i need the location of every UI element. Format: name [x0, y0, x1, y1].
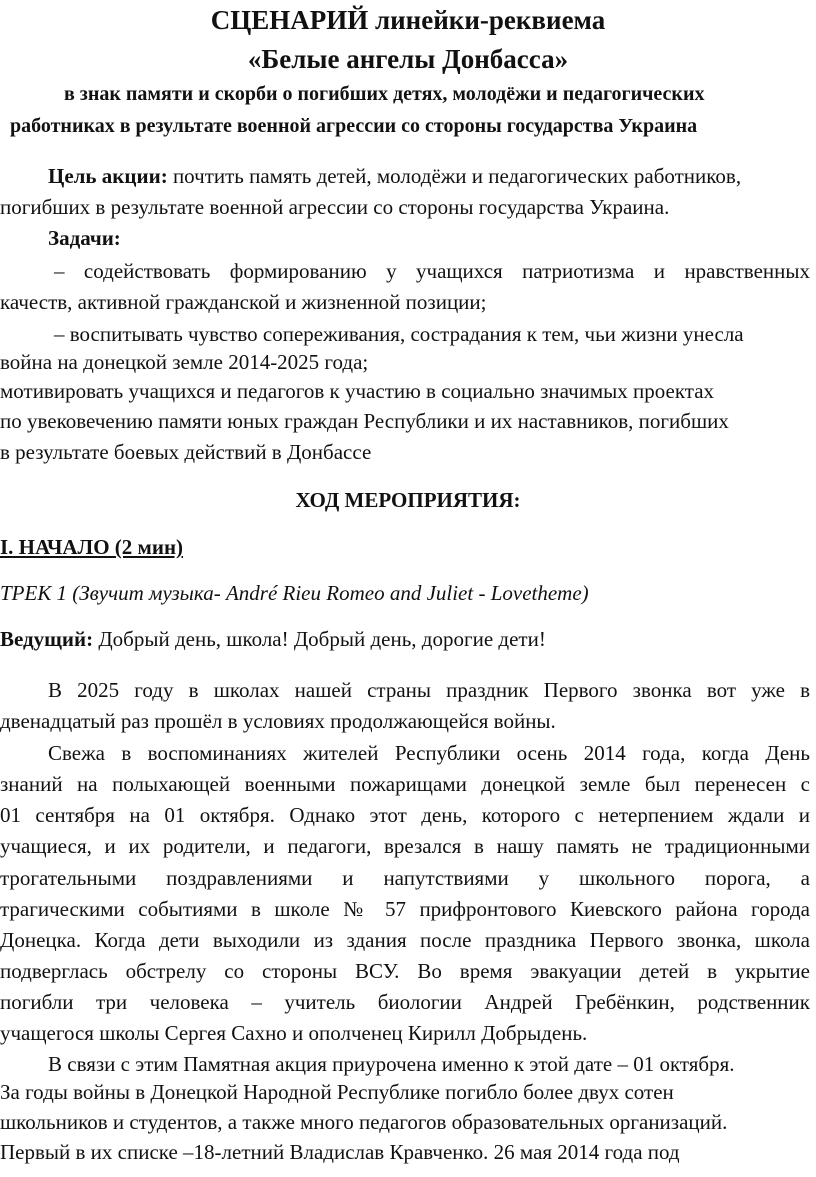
paragraph-2-line-8: подверглась обстрелу со стороны ВСУ. Во время эвакуации детей в укрытие [0, 959, 810, 983]
paragraph-1-line-1: В 2025 году в школах нашей страны праздник Первого звонка вот уже в [48, 678, 810, 702]
title-line-2: «Белые ангелы Донбасса» [247, 44, 569, 74]
goal-text-1: почтить память детей, молодёжи и педагогических работников, [172, 164, 742, 188]
paragraph-2-line-7: Донецка. Когда дети выходили из здания после праздника Первого звонка, школа [0, 928, 810, 952]
task-3-line-3: в результате боевых действий в Донбассе [0, 440, 372, 464]
title-line-1: СЦЕНАРИЙ линейки-реквиема [210, 5, 606, 35]
task-3-line-1: мотивировать учащихся и педагогов к участию в социально значимых проектах [0, 379, 715, 403]
task-3-line-2: по увековечению памяти юных граждан Республики и их наставников, погибших [0, 409, 729, 433]
paragraph-2-line-9: погибли три человека – учитель биологии Андрей Гребёнкин, родственник [0, 990, 810, 1014]
goal-line-2: погибших в результате военной агрессии со стороны государства Украина. [0, 195, 670, 219]
tasks-label: Задачи: [48, 226, 121, 250]
paragraph-2-line-1: Свежа в воспоминаниях жителей Республики осень 2014 года, когда День [48, 741, 810, 765]
paragraph-3-line-2: За годы войны в Донецкой Народной Республике погибло более двух сотен [0, 1080, 674, 1104]
paragraph-2-line-10: учащегося школы Сергея Сахно и ополченец Кирилл Добрыдень. [0, 1021, 588, 1045]
host-label: Ведущий: [0, 627, 94, 651]
subtitle-line-2: работниках в результате военной агрессии со стороны государства Украина [10, 115, 698, 137]
paragraph-3-line-3: школьников и студентов, а также много педагогов образовательных организаций. [0, 1110, 728, 1134]
paragraph-1-line-2: двенадцатый раз прошёл в условиях продолжающейся войны. [0, 709, 556, 733]
section-heading: ХОД МЕРОПРИЯТИЯ: [295, 488, 521, 512]
paragraph-2-line-3: 01 сентября на 01 октября. Однако этот день, которого с нетерпением ждали и [0, 803, 810, 827]
subtitle-line-1: в знак памяти и скорби о погибших детях, молодёжи и педагогических [64, 83, 705, 105]
paragraph-2-line-5: трогательными поздравлениями и напутствиями у школьного порога, а [0, 866, 810, 890]
goal-label: Цель акции: [48, 164, 168, 188]
goal-line-1 [48, 162, 741, 190]
host-line [0, 625, 546, 653]
track-1: ТРЕК 1 (Звучит музыка- André Rieu Romeo and Juliet - Lovetheme) [0, 581, 589, 605]
host-greeting: Добрый день, школа! Добрый день, дорогие дети! [98, 627, 546, 651]
paragraph-2-line-4: учащиеся, и их родители, и педагоги, врезался в нашу память не традиционными [0, 834, 810, 858]
task-2-line-1: – воспитывать чувство сопереживания, сострадания к тем, чьи жизни унесла [54, 322, 744, 346]
task-2-line-2: война на донецкой земле 2014-2025 года; [0, 350, 369, 374]
paragraph-2-line-6: трагическими событиями в школе № 57 прифронтового Киевского района города [0, 897, 810, 921]
task-1-line-2: качеств, активной гражданской и жизненной позиции; [0, 290, 487, 314]
part-1-heading: I. НАЧАЛО (2 мин) [0, 535, 184, 559]
task-1-line-1: – содействовать формированию у учащихся патриотизма и нравственных [54, 259, 810, 283]
paragraph-2-line-2: знаний на полыхающей военными пожарищами донецкой земле был перенесен с [0, 772, 810, 796]
paragraph-3-line-4: Первый в их списке –18-летний Владислав Кравченко. 26 мая 2014 года под [0, 1140, 680, 1164]
paragraph-3-line-1: В связи с этим Памятная акция приурочена именно к этой дате – 01 октября. [48, 1052, 735, 1076]
